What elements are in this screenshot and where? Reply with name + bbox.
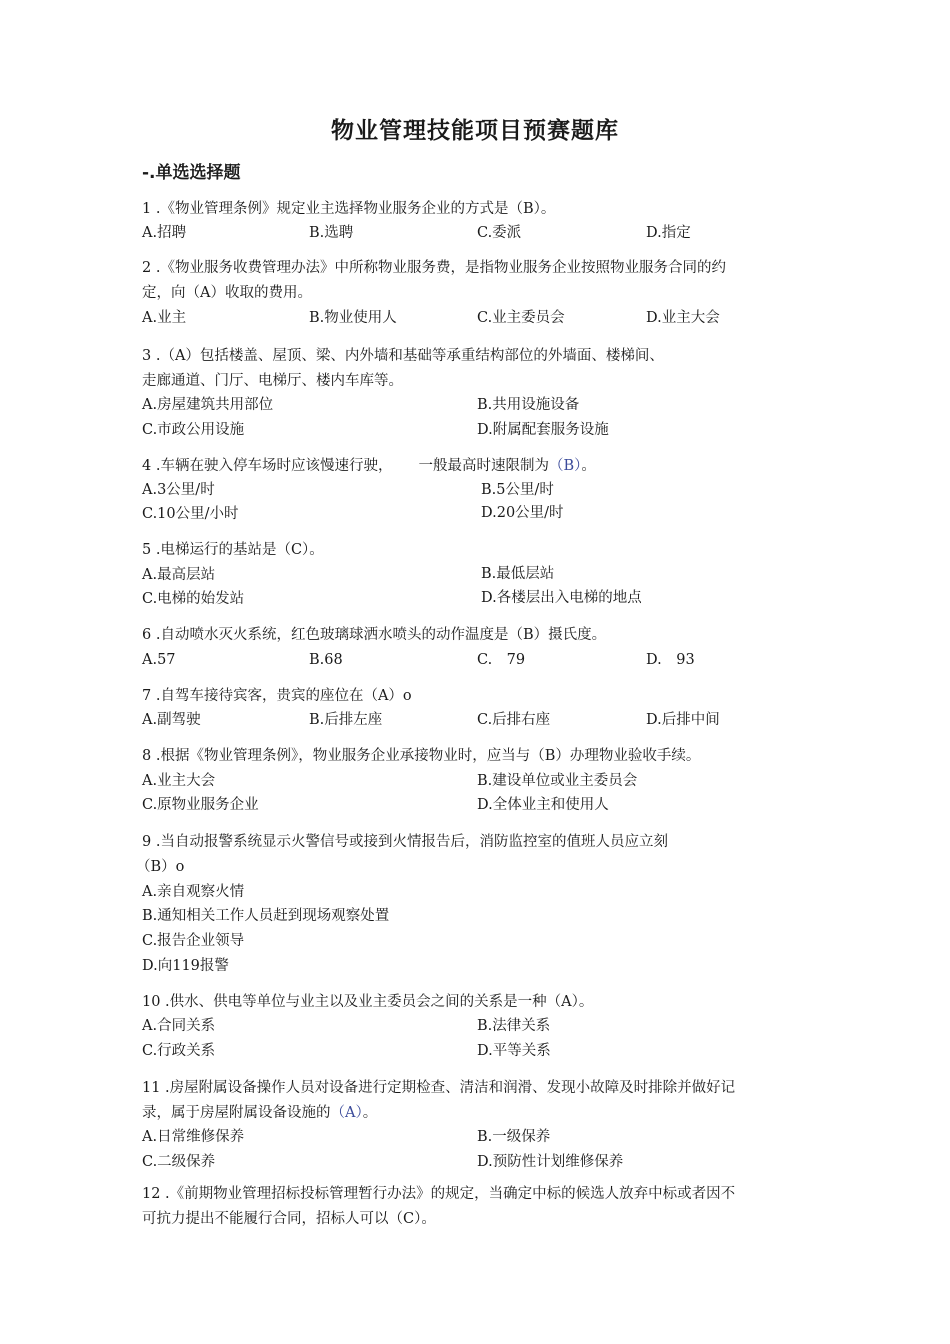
- q6-option-d: D. 93: [646, 652, 695, 668]
- q8-option-c: C.原物业服务企业: [142, 797, 259, 813]
- q7-option-c: C.后排右座: [477, 712, 551, 728]
- q10-option-b: B.法律关系: [477, 1018, 551, 1034]
- question-3-cont: 走廊通道、门厅、电梯厅、楼内车库等。: [142, 373, 403, 389]
- q11-option-b: B.一级保养: [477, 1129, 551, 1145]
- q5-option-b: B.最低层站: [481, 566, 555, 582]
- question-11-cont: [142, 1103, 377, 1123]
- question-4-part2: 一般最高时速限制为: [418, 458, 549, 474]
- question-11-end: 。: [362, 1105, 378, 1121]
- q10-option-c: C.行政关系: [142, 1043, 216, 1059]
- q6-option-a: A.57: [142, 652, 176, 668]
- question-9-cont: （B）o: [136, 859, 185, 875]
- q10-option-a: A.合同关系: [142, 1018, 216, 1034]
- q3-option-b: B.共用设施设备: [477, 397, 580, 413]
- q8-option-d: D.全体业主和使用人: [477, 797, 609, 813]
- q10-option-d: D.平等关系: [477, 1043, 551, 1059]
- q4-option-b: B.5公里/时: [481, 482, 554, 498]
- q2-option-a: A.业主: [142, 310, 187, 326]
- page-title: 物业管理技能项目预赛题库: [331, 118, 619, 144]
- q5-option-d: D.各楼层出入电梯的地点: [481, 590, 642, 606]
- question-6: 6 .自动喷水灭火系统，红色玻璃球洒水喷头的动作温度是（B）摄氏度。: [142, 627, 607, 643]
- q11-option-d: D.预防性计划维修保养: [477, 1154, 624, 1170]
- q3-option-c: C.市政公用设施: [142, 422, 245, 438]
- q4-option-a: A.3公里/时: [142, 482, 215, 498]
- q11-option-c: C.二级保养: [142, 1154, 216, 1170]
- q7-option-a: A.副驾驶: [142, 712, 201, 728]
- q6-option-c: C. 79: [477, 652, 526, 668]
- question-10: 10 .供水、供电等单位与业主以及业主委员会之间的关系是一种（A）。: [142, 994, 594, 1010]
- q8-option-a: A.业主大会: [142, 773, 216, 789]
- q9-option-c: C.报告企业领导: [142, 933, 245, 949]
- q4-option-d: D.20公里/时: [481, 505, 564, 521]
- q7-option-d: D.后排中间: [646, 712, 720, 728]
- question-5: 5 .电梯运行的基站是（C）。: [142, 542, 324, 558]
- q9-option-b: B.通知相关工作人员赶到现场观察处置: [142, 908, 390, 924]
- q4-option-c: C.10公里/小时: [142, 506, 239, 522]
- q2-option-b: B.物业使用人: [309, 310, 397, 326]
- question-4-answer: （B）: [548, 458, 582, 474]
- question-11-part: 录，属于房屋附属设备设施的: [142, 1105, 331, 1121]
- q9-option-a: A.亲自观察火情: [142, 884, 245, 900]
- question-7: 7 .自驾车接待宾客，贵宾的座位在（A）o: [142, 688, 412, 704]
- q3-option-d: D.附属配套服务设施: [477, 422, 609, 438]
- q11-option-a: A.日常维修保养: [142, 1129, 245, 1145]
- q2-option-d: D.业主大会: [646, 310, 720, 326]
- q5-option-c: C.电梯的始发站: [142, 591, 245, 607]
- q8-option-b: B.建设单位或业主委员会: [477, 773, 638, 789]
- question-2-cont: 定，向（A）收取的费用。: [142, 285, 312, 301]
- question-11-answer: （A）: [330, 1105, 363, 1121]
- question-12-cont: 可抗力提出不能履行合同，招标人可以（C）。: [142, 1211, 436, 1227]
- q5-option-a: A.最高层站: [142, 567, 216, 583]
- question-3: 3 .（A）包括楼盖、屋顶、梁、内外墙和基础等承重结构部位的外墙面、楼梯间、: [142, 348, 664, 364]
- question-9: 9 .当自动报警系统显示火警信号或接到火情报告后，消防监控室的值班人员应立刻: [142, 834, 668, 850]
- q1-option-c: C.委派: [477, 225, 522, 241]
- section-heading: -.单选选择题: [142, 163, 241, 183]
- question-2: 2 .《物业服务收费管理办法》中所称物业服务费，是指物业服务企业按照物业服务合同的约: [142, 260, 726, 276]
- question-12: 12 .《前期物业管理招标投标管理暂行办法》的规定，当确定中标的候选人放弃中标或者因不: [142, 1186, 736, 1202]
- question-1: 1 .《物业管理条例》规定业主选择物业服务企业的方式是（B）。: [142, 201, 556, 217]
- q6-option-b: B.68: [309, 652, 343, 668]
- q1-option-a: A.招聘: [142, 225, 187, 241]
- question-4-part1: 4 .车辆在驶入停车场时应该慢速行驶，: [142, 458, 393, 474]
- question-8: 8 .根据《物业管理条例》，物业服务企业承接物业时，应当与（B）办理物业验收手续。: [142, 748, 701, 764]
- q1-option-d: D.指定: [646, 225, 691, 241]
- q1-option-b: B.选聘: [309, 225, 354, 241]
- question-4: [142, 456, 596, 476]
- question-4-end: 。: [581, 458, 596, 474]
- question-11: 11 .房屋附属设备操作人员对设备进行定期检查、清洁和润滑、发现小故障及时排除并做好记: [142, 1080, 736, 1096]
- q3-option-a: A.房屋建筑共用部位: [142, 397, 274, 413]
- q7-option-b: B.后排左座: [309, 712, 383, 728]
- q2-option-c: C.业主委员会: [477, 310, 565, 326]
- q9-option-d: D.向119报警: [142, 958, 229, 974]
